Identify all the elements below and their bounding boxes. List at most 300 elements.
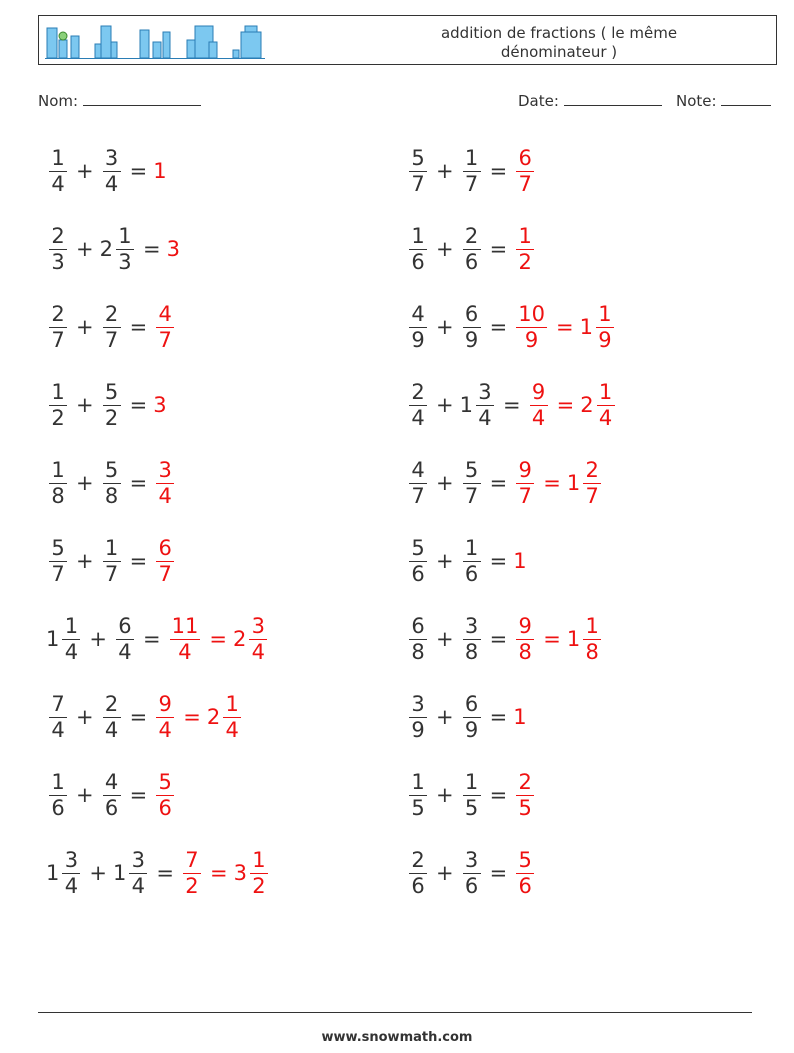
mixed-number: [100, 458, 124, 509]
numerator: 1: [62, 614, 80, 640]
mixed-number: [406, 302, 430, 353]
equals-sign: =: [489, 471, 508, 495]
problem-item: [46, 845, 271, 901]
denominator: 4: [131, 873, 146, 898]
plus-sign: +: [76, 549, 94, 573]
fraction: [103, 146, 121, 197]
numerator: 4: [409, 458, 427, 484]
fraction: [409, 692, 427, 743]
denominator: 7: [411, 171, 425, 196]
skyscraper-icon: [140, 30, 170, 58]
office-icon: [187, 26, 217, 58]
denominator: 4: [225, 717, 239, 742]
fraction: [516, 302, 547, 353]
fraction: [116, 614, 134, 665]
numerator: 1: [103, 536, 121, 562]
mixed-number: [513, 848, 537, 899]
plus-sign: +: [89, 861, 107, 885]
problem-item: [46, 767, 177, 823]
denominator: 6: [411, 249, 425, 274]
whole-part: 1: [46, 861, 60, 885]
denominator: 4: [478, 405, 492, 430]
denominator: 4: [251, 639, 265, 664]
fraction: [250, 848, 268, 899]
numerator: 1: [49, 770, 67, 796]
mixed-number: [406, 770, 430, 821]
denominator: 4: [531, 405, 546, 430]
mixed-number: [46, 692, 70, 743]
fraction: [476, 380, 494, 431]
worksheet-title: addition de fractions ( le même dénominateur ): [440, 24, 678, 61]
denominator: 8: [585, 639, 599, 664]
problem-item: [406, 767, 537, 823]
denominator: 4: [104, 171, 119, 196]
denominator: 7: [104, 327, 119, 352]
numerator: 2: [516, 770, 534, 796]
mixed-number: [100, 224, 137, 275]
numerator: 9: [156, 692, 174, 718]
plus-sign: +: [76, 705, 94, 729]
numerator: 6: [463, 302, 481, 328]
denominator: 4: [118, 639, 132, 664]
numerator: 1: [463, 536, 481, 562]
fraction: [463, 146, 481, 197]
plus-sign: +: [436, 783, 454, 807]
numerator: 1: [597, 380, 615, 406]
worksheet-header: [38, 15, 777, 65]
denominator: 7: [411, 483, 425, 508]
fraction: [516, 848, 534, 899]
mixed-number: [513, 549, 526, 573]
denominator: 7: [518, 483, 532, 508]
denominator: 4: [158, 483, 172, 508]
numerator: 5: [516, 848, 534, 874]
numerator: 2: [583, 458, 601, 484]
numerator: 1: [250, 848, 268, 874]
fraction: [463, 770, 481, 821]
equals-sign: =: [129, 471, 148, 495]
numerator: 1: [516, 224, 534, 250]
fraction: [156, 770, 174, 821]
fraction: [409, 848, 427, 899]
denominator: 3: [118, 249, 132, 274]
name-field: [38, 92, 201, 110]
apartment-icon: [233, 26, 261, 58]
buildings-illustration: [45, 22, 265, 60]
fraction: [116, 224, 134, 275]
fraction: [516, 770, 534, 821]
equals-sign: =: [555, 315, 574, 339]
mixed-number: [460, 458, 484, 509]
numerator: 1: [49, 458, 67, 484]
fraction: [103, 770, 121, 821]
denominator: 8: [411, 639, 425, 664]
whole-part: 1: [513, 549, 527, 573]
tower-icon: [95, 26, 117, 58]
numerator: 1: [223, 692, 241, 718]
fraction: [409, 536, 427, 587]
fraction: [62, 614, 80, 665]
whole-part: 1: [579, 315, 593, 339]
fraction: [409, 458, 427, 509]
problem-item: [406, 221, 537, 277]
numerator: 3: [463, 614, 481, 640]
problem-item: [406, 377, 618, 433]
numerator: 5: [103, 458, 121, 484]
mixed-number: [153, 536, 177, 587]
mixed-number: [46, 146, 70, 197]
whole-part: 3: [233, 861, 247, 885]
fraction: [223, 692, 241, 743]
numerator: 6: [516, 146, 534, 172]
fraction: [409, 770, 427, 821]
fraction: [463, 224, 481, 275]
mixed-number: [406, 224, 430, 275]
mixed-number: [460, 302, 484, 353]
plus-sign: +: [89, 627, 107, 651]
mixed-number: [100, 302, 124, 353]
name-blank[interactable]: [83, 93, 201, 106]
mixed-number: [46, 224, 70, 275]
note-label: Note:: [676, 92, 717, 110]
fraction: [463, 458, 481, 509]
mixed-number: [46, 380, 70, 431]
mixed-number: [406, 692, 430, 743]
fraction: [156, 458, 174, 509]
numerator: 1: [409, 770, 427, 796]
numerator: 5: [49, 536, 67, 562]
denominator: 6: [518, 873, 532, 898]
numerator: 9: [516, 614, 534, 640]
denominator: 9: [598, 327, 612, 352]
footer-url: www.snowmath.com: [321, 1030, 473, 1045]
whole-part: 1: [566, 471, 581, 495]
mixed-number: [513, 146, 537, 197]
mixed-number: [153, 393, 166, 417]
mixed-number: [460, 692, 484, 743]
problem-item: [406, 845, 537, 901]
whole-part: 3: [153, 393, 167, 417]
fraction: [516, 458, 534, 509]
numerator: 6: [463, 692, 481, 718]
fraction: [596, 302, 614, 353]
equals-sign: =: [556, 393, 575, 417]
denominator: 5: [464, 795, 479, 820]
mixed-number: [46, 614, 83, 665]
numerator: 3: [409, 692, 427, 718]
numerator: 3: [129, 848, 147, 874]
mixed-number: [46, 770, 70, 821]
denominator: 6: [51, 795, 65, 820]
mixed-number: [406, 458, 430, 509]
problem-item: [46, 533, 177, 589]
denominator: 7: [158, 327, 172, 352]
denominator: 6: [464, 249, 479, 274]
numerator: 2: [49, 224, 67, 250]
mixed-number: [100, 692, 124, 743]
fraction: [49, 380, 67, 431]
denominator: 4: [64, 639, 79, 664]
fraction: [156, 692, 174, 743]
numerator: 11: [171, 613, 199, 638]
numerator: 5: [103, 380, 121, 406]
fraction: [183, 848, 201, 899]
problem-item: [46, 689, 244, 745]
mixed-number: [567, 614, 604, 665]
denominator: 5: [411, 795, 425, 820]
equals-sign: =: [156, 861, 174, 885]
mixed-number: [100, 380, 124, 431]
mixed-number: [406, 614, 430, 665]
mixed-number: [180, 848, 204, 899]
denominator: 7: [585, 483, 599, 508]
numerator: 1: [463, 770, 481, 796]
fraction: [49, 536, 67, 587]
plus-sign: +: [436, 159, 454, 183]
whole-part: 2: [580, 393, 594, 417]
numerator: 6: [409, 614, 427, 640]
mixed-number: [460, 770, 484, 821]
numerator: 1: [583, 614, 601, 640]
equals-sign: =: [489, 549, 508, 573]
equals-sign: =: [129, 393, 148, 417]
plus-sign: +: [76, 159, 94, 183]
numerator: 7: [183, 848, 201, 874]
mixed-number: [153, 458, 177, 509]
numerator: 5: [409, 146, 427, 172]
mixed-number: [167, 614, 204, 665]
equals-sign: =: [209, 627, 227, 651]
mixed-number: [460, 614, 484, 665]
whole-part: 2: [206, 705, 221, 729]
numerator: 9: [530, 380, 548, 406]
denominator: 6: [411, 873, 425, 898]
whole-part: 1: [459, 393, 473, 417]
numerator: 4: [103, 770, 121, 796]
note-field: [676, 92, 771, 110]
numerator: 4: [156, 302, 174, 328]
equals-sign: =: [489, 783, 508, 807]
denominator: 4: [104, 717, 119, 742]
mixed-number: [406, 380, 430, 431]
fraction: [49, 146, 67, 197]
equals-sign: =: [489, 315, 508, 339]
fraction: [463, 302, 481, 353]
mixed-number: [527, 380, 551, 431]
numerator: 4: [409, 302, 427, 328]
mixed-number: [100, 536, 124, 587]
denominator: 7: [158, 561, 172, 586]
numerator: 1: [409, 224, 427, 250]
fraction: [583, 458, 601, 509]
date-label: Date:: [518, 92, 559, 110]
mixed-number: [460, 146, 484, 197]
fraction: [409, 302, 427, 353]
mixed-number: [513, 302, 550, 353]
mixed-number: [580, 380, 617, 431]
fraction: [516, 224, 534, 275]
equals-sign: =: [183, 705, 201, 729]
plus-sign: +: [76, 315, 94, 339]
denominator: 4: [598, 405, 613, 430]
problem-item: [46, 455, 177, 511]
denominator: 4: [64, 873, 79, 898]
denominator: 9: [464, 327, 479, 352]
mixed-number: [460, 536, 484, 587]
mixed-number: [153, 159, 166, 183]
name-label: Nom:: [38, 92, 79, 110]
mixed-number: [46, 848, 83, 899]
problem-item: [406, 533, 527, 589]
numerator: 9: [516, 458, 534, 484]
denominator: 6: [158, 795, 172, 820]
numerator: 1: [49, 146, 67, 172]
denominator: 2: [518, 249, 532, 274]
denominator: 6: [411, 561, 425, 586]
fraction: [170, 614, 201, 665]
plus-sign: +: [76, 393, 94, 417]
numerator: 3: [156, 458, 174, 484]
equals-sign: =: [543, 471, 561, 495]
numerator: 7: [49, 692, 67, 718]
whole-part: 2: [232, 627, 247, 651]
mixed-number: [513, 770, 537, 821]
numerator: 5: [156, 770, 174, 796]
problem-item: [406, 143, 537, 199]
mixed-number: [513, 458, 537, 509]
denominator: 2: [185, 873, 199, 898]
mixed-number: [233, 614, 270, 665]
plus-sign: +: [436, 549, 454, 573]
mixed-number: [406, 848, 430, 899]
mixed-number: [46, 536, 70, 587]
numerator: 3: [103, 146, 121, 172]
mixed-number: [153, 302, 177, 353]
numerator: 3: [463, 848, 481, 874]
fraction: [530, 380, 548, 431]
fraction: [156, 302, 174, 353]
numerator: 10: [518, 301, 545, 326]
mixed-number: [406, 536, 430, 587]
mixed-number: [513, 614, 537, 665]
mixed-number: [113, 848, 150, 899]
numerator: 5: [409, 536, 427, 562]
fraction: [249, 614, 267, 665]
denominator: 9: [524, 327, 539, 352]
problem-item: [46, 611, 270, 667]
mixed-number: [567, 458, 604, 509]
denominator: 9: [464, 717, 479, 742]
equals-sign: =: [129, 159, 148, 183]
mixed-number: [153, 692, 177, 743]
fraction: [463, 614, 481, 665]
fraction: [103, 458, 121, 509]
denominator: 4: [178, 639, 192, 664]
plus-sign: +: [436, 471, 454, 495]
fraction: [409, 224, 427, 275]
plus-sign: +: [436, 861, 454, 885]
plus-sign: +: [436, 393, 454, 417]
equals-sign: =: [129, 315, 148, 339]
denominator: 2: [252, 873, 266, 898]
numerator: 3: [62, 848, 80, 874]
whole-part: 1: [46, 627, 60, 651]
numerator: 5: [463, 458, 481, 484]
equals-sign: =: [543, 627, 561, 651]
equals-sign: =: [209, 861, 228, 885]
note-blank[interactable]: [721, 93, 771, 106]
plus-sign: +: [76, 471, 94, 495]
mixed-number: [234, 848, 271, 899]
denominator: 6: [104, 795, 119, 820]
fraction: [409, 614, 427, 665]
denominator: 8: [51, 483, 65, 508]
fraction: [49, 770, 67, 821]
mixed-number: [460, 224, 484, 275]
date-blank[interactable]: [564, 93, 662, 106]
fraction: [156, 536, 174, 587]
plus-sign: +: [76, 237, 94, 261]
fraction: [103, 692, 121, 743]
denominator: 5: [518, 795, 532, 820]
fraction: [49, 302, 67, 353]
numerator: 1: [49, 380, 67, 406]
fraction: [129, 848, 147, 899]
mixed-number: [113, 614, 137, 665]
numerator: 2: [103, 302, 121, 328]
fraction: [583, 614, 601, 665]
fraction: [49, 458, 67, 509]
numerator: 1: [596, 302, 614, 328]
date-field: [518, 92, 662, 110]
denominator: 9: [411, 327, 425, 352]
whole-part: 3: [166, 237, 180, 261]
plus-sign: +: [436, 237, 454, 261]
fraction: [103, 536, 121, 587]
denominator: 7: [51, 327, 65, 352]
numerator: 1: [463, 146, 481, 172]
numerator: 2: [409, 380, 427, 406]
mixed-number: [207, 692, 244, 743]
numerator: 3: [249, 614, 267, 640]
equals-sign: =: [142, 627, 161, 651]
problem-item: [406, 611, 604, 667]
mixed-number: [460, 848, 484, 899]
mixed-number: [513, 705, 526, 729]
problem-item: [406, 689, 527, 745]
mixed-number: [153, 770, 177, 821]
whole-part: 1: [513, 705, 527, 729]
numerator: 2: [463, 224, 481, 250]
mixed-number: [580, 302, 617, 353]
denominator: 7: [51, 561, 65, 586]
equals-sign: =: [142, 237, 161, 261]
mixed-number: [46, 458, 70, 509]
mixed-number: [460, 380, 497, 431]
equals-sign: =: [489, 159, 508, 183]
denominator: 6: [464, 873, 479, 898]
denominator: 2: [104, 405, 119, 430]
equals-sign: =: [489, 705, 508, 729]
numerator: 1: [116, 224, 134, 250]
fraction: [516, 146, 534, 197]
problem-item: [46, 143, 167, 199]
fraction: [463, 848, 481, 899]
denominator: 8: [518, 639, 532, 664]
fraction: [62, 848, 80, 899]
numerator: 6: [116, 614, 134, 640]
denominator: 3: [51, 249, 65, 274]
